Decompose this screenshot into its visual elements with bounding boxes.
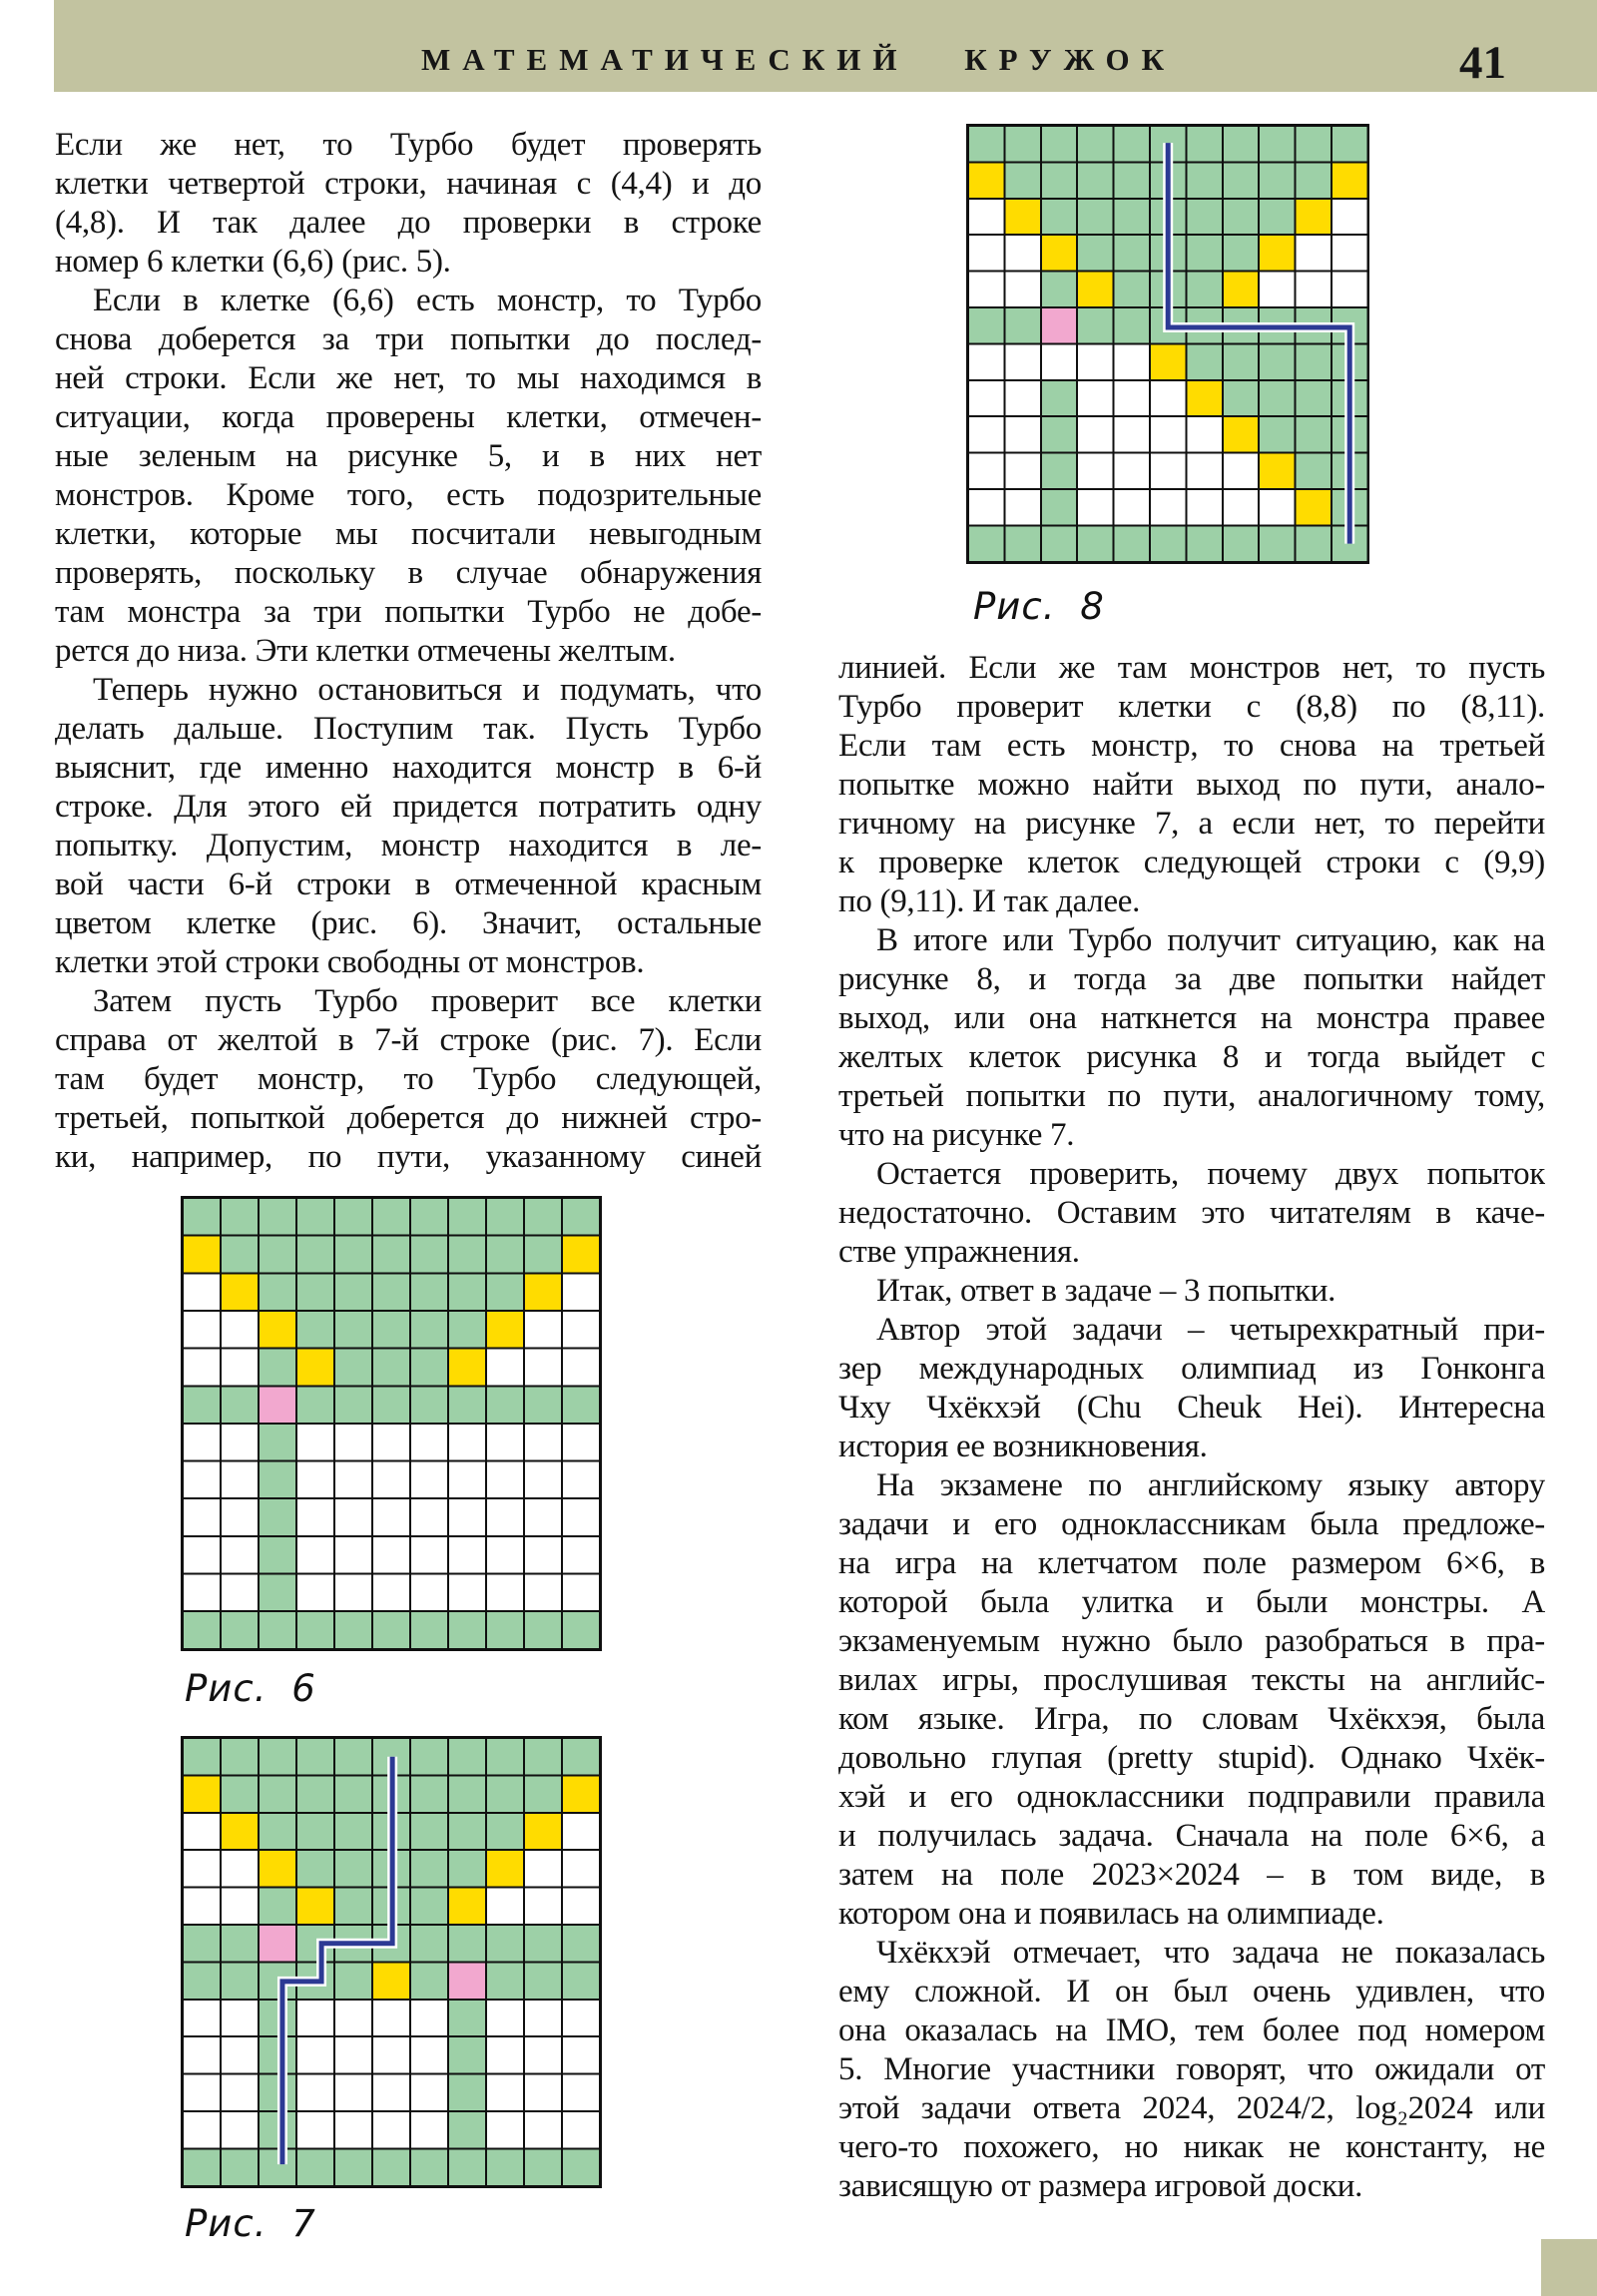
text-line: Остается проверить, почему двух попыток — [876, 1156, 1545, 1192]
figure-6 — [181, 1196, 602, 1710]
text-line: строке. Для этого ей придется потратить одну — [55, 789, 762, 825]
right-column — [838, 649, 1545, 2206]
text-line: монстров. Кроме того, есть подозрительные — [55, 477, 762, 513]
text-line: Если в клетке (6,6) есть монстр, то Турбо — [93, 283, 762, 318]
text-line: номер 6 клетки (6,6) (рис. 5). — [55, 244, 451, 280]
text-line: (4,8). И так далее до проверки в строке — [55, 205, 762, 241]
text-line: этой задачи ответа 2024, 2024/2, log₂2024 или — [838, 2090, 1545, 2126]
text-line: клетки четвертой строки, начиная с (4,4) и до — [55, 166, 762, 202]
text-line: ситуации, когда проверены клетки, отмечен- — [55, 399, 762, 435]
left-column — [55, 126, 762, 1177]
page-header-bar — [54, 0, 1597, 92]
text-line: к проверке клеток следующей строки с (9,9) — [838, 845, 1545, 880]
text-line: линией. Если же там монстров нет, то пусть — [838, 650, 1545, 686]
text-line: что на рисунке 7. — [838, 1117, 1075, 1153]
text-line: Теперь нужно остановиться и подумать, что — [93, 672, 762, 708]
text-line: Турбо проверит клетки с (8,8) по (8,11). — [838, 689, 1545, 725]
text-line: зависящую от размера игровой доски. — [838, 2168, 1363, 2204]
text-line: третьей, попыткой доберется до нижней стро- — [55, 1100, 762, 1136]
text-line: выход, или она наткнется на монстра правее — [838, 1000, 1545, 1036]
text-line: проверять, поскольку в случае обнаружения — [55, 555, 762, 591]
text-line: и получилась задача. Сначала на поле 6×6, а — [838, 1818, 1545, 1854]
text-line: рется до низа. Эти клетки отмечены желтым. — [55, 633, 676, 669]
text-line: В итоге или Турбо получит ситуацию, как на — [876, 922, 1545, 958]
figure-6-caption: Рис. 6 — [185, 1667, 316, 1710]
text-line: На экзамене по английскому языку автору — [876, 1467, 1545, 1503]
text-line: желтых клеток рисунка 8 и тогда выйдет с — [838, 1039, 1545, 1075]
text-line: рисунке 8, и тогда за две попытки найдет — [838, 961, 1545, 997]
grid-svg — [181, 1196, 602, 1651]
text-line: ки, например, по пути, указанному синей — [55, 1139, 762, 1175]
text-line: ком языке. Игра, по словам Чхёкхэя, была — [838, 1701, 1545, 1737]
text-line: гичному на рисунке 7, а если нет, то перейти — [838, 806, 1545, 842]
text-line: задачи и его одноклассникам была предложе- — [838, 1506, 1545, 1542]
text-line: Чхёкхэй отмечает, что задача не показалась — [876, 1935, 1545, 1971]
figure-7-caption: Рис. 7 — [185, 2202, 316, 2245]
text-line: хэй и его одноклассники подправили правила — [838, 1779, 1545, 1815]
text-line: ему сложной. И он был очень удивлен, что — [838, 1974, 1545, 2009]
text-line: недостаточно. Оставим это читателям в каче- — [838, 1195, 1545, 1231]
text-line: там будет монстр, то Турбо следующей, — [55, 1061, 762, 1097]
text-line: Если же нет, то Турбо будет проверять — [55, 127, 762, 163]
text-line: ней строки. Если же нет, то мы находимся в — [55, 360, 762, 396]
text-line: чего-то похожего, но никак не константу, не — [838, 2129, 1545, 2165]
figure-7 — [181, 1736, 602, 2245]
text-line: зер международных олимпиад из Гонконга — [838, 1351, 1545, 1387]
text-line: клетки, которые мы посчитали невыгодным — [55, 516, 762, 552]
journal-title: МАТЕМАТИЧЕСКИЙ КРУЖОК — [420, 42, 1177, 77]
text-line: ные зеленым на рисунке 5, и в них нет — [55, 438, 762, 474]
text-line: котором она и появилась на олимпиаде. — [838, 1896, 1384, 1932]
text-line: попытке можно найти выход по пути, анало- — [838, 767, 1545, 803]
text-line: делать дальше. Поступим так. Пусть Турбо — [55, 711, 762, 747]
grid-svg — [181, 1736, 602, 2188]
text-line: 5. Многие участники говорят, что ожидали от — [838, 2051, 1545, 2087]
text-line: Затем пусть Турбо проверит все клетки — [93, 983, 762, 1019]
text-line: довольно глупая (pretty stupid). Однако Чхёк- — [838, 1740, 1545, 1776]
text-line: попытку. Допустим, монстр находится в ле- — [55, 828, 762, 863]
text-line: стве упражнения. — [838, 1234, 1080, 1270]
figure-8 — [966, 124, 1369, 628]
text-line: выяснит, где именно находится монстр в 6-й — [55, 750, 762, 786]
text-line: Автор этой задачи – четырехкратный при- — [876, 1312, 1545, 1348]
figure-8-caption: Рис. 8 — [973, 585, 1105, 628]
text-line: Чху Чхёкхэй (Chu Cheuk Hei). Интересна — [838, 1390, 1545, 1426]
text-line: третьей попытки по пути, аналогичному тому, — [838, 1078, 1545, 1114]
text-line: затем на поле 2023×2024 – в том виде, в — [838, 1857, 1545, 1893]
text-line: вой части 6-й строки в отмеченной красным — [55, 866, 762, 902]
text-line: по (9,11). И так далее. — [838, 883, 1141, 919]
text-line: вилах игры, прослушивая тексты на английс- — [838, 1662, 1545, 1698]
text-line: цветом клетке (рис. 6). Значит, остальные — [55, 905, 762, 941]
text-line: справа от желтой в 7-й строке (рис. 7). Если — [55, 1022, 762, 1058]
text-line: экзаменуемым нужно было разобраться в пра- — [838, 1623, 1545, 1659]
text-line: на игра на клетчатом поле размером 6×6, в — [838, 1545, 1545, 1581]
text-line: снова доберется за три попытки до послед- — [55, 321, 762, 357]
page-number: 41 — [1459, 37, 1506, 89]
text-line: история ее возникновения. — [838, 1429, 1208, 1464]
text-line: Если там есть монстр, то снова на третьей — [838, 728, 1545, 764]
text-line: там монстра за три попытки Турбо не добе- — [55, 594, 762, 630]
text-line: клетки этой строки свободны от монстров. — [55, 944, 645, 980]
text-line: она оказалась на IMO, тем более под номером — [838, 2012, 1545, 2048]
text-line: которой была улитка и были монстры. А — [838, 1584, 1545, 1620]
corner-block — [1541, 2239, 1597, 2296]
text-line: Итак, ответ в задаче – 3 попытки. — [876, 1273, 1336, 1309]
grid-svg — [966, 124, 1369, 564]
